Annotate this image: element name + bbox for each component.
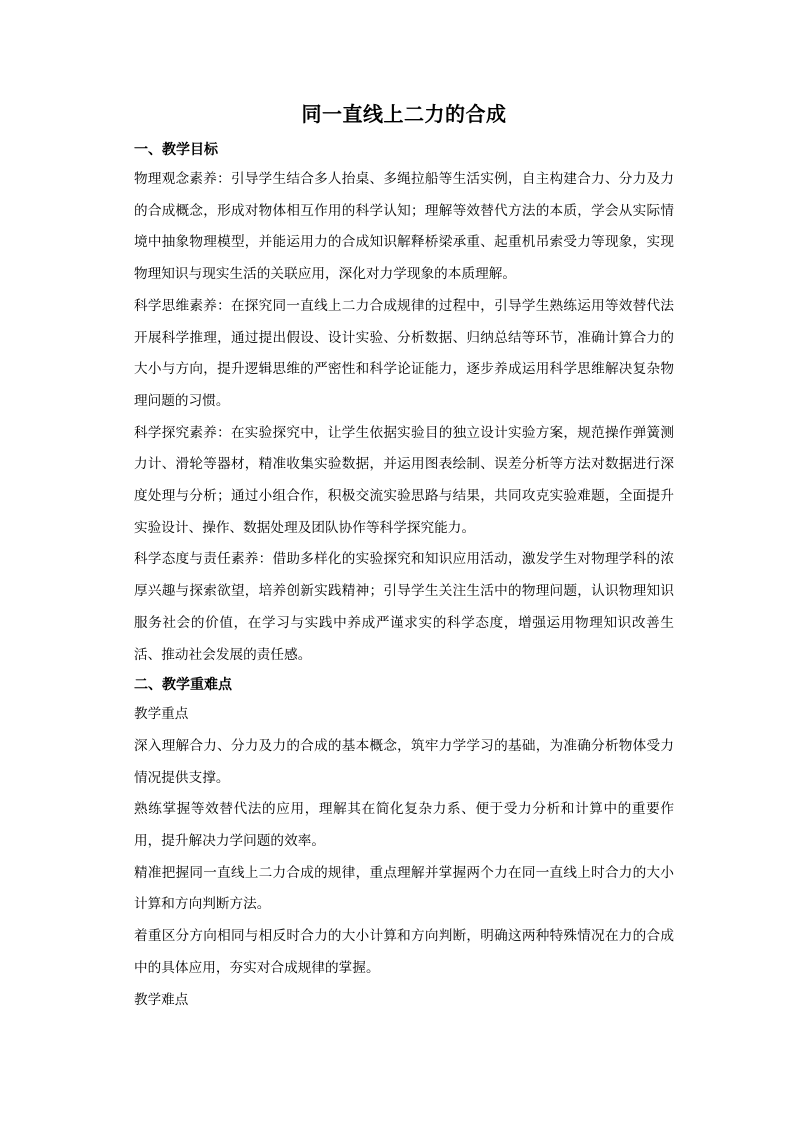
- section-teaching-goals: [134, 136, 674, 671]
- paragraph-key-point-2: 熟练掌握等效替代法的应用，理解其在简化复杂力系、便于受力分析和计算中的重要作用，提升解决力学问题的效率。: [134, 801, 674, 850]
- document-title: 同一直线上二力的合成: [301, 102, 507, 126]
- section-key-points: [134, 671, 674, 1016]
- subheading-key-points: 教学重点: [134, 706, 189, 723]
- section-heading-key-points: 二、教学重难点: [134, 677, 232, 694]
- paragraph-key-point-1: 深入理解合力、分力及力的合成的基本概念，筑牢力学学习的基础，为准确分析物体受力情况提供支撑。: [134, 737, 674, 786]
- section-heading-goals: 一、教学目标: [134, 142, 218, 158]
- paragraph-key-point-3: 精准把握同一直线上二力合成的规律，重点理解并掌握两个力在同一直线上时合力的大小计算和方向判断方法。: [134, 864, 674, 913]
- paragraph-scientific-inquiry: 科学探究素养：在实验探究中，让学生依据实验目的独立设计实验方案，规范操作弹簧测力计、滑轮等器材，精准收集实验数据，并运用图表绘制、误差分析等方法对数据进行深度处理与分析；通过小组合作，积极交流实验思路与结果，共同攻克实验难题，全面提升实验设计、操作、数据处理及团队协作等科学探究能力。: [134, 424, 674, 536]
- paragraph-key-point-4: 着重区分方向相同与相反时合力的大小计算和方向判断，明确这两种特殊情况在力的合成中的具体应用，夯实对合成规律的掌握。: [134, 928, 674, 976]
- paragraph-physics-concept: 物理观念素养：引导学生结合多人抬桌、多绳拉船等生活实例，自主构建合力、分力及力的合成概念，形成对物体相互作用的科学认知；理解等效替代方法的本质，学会从实际情境中抽象物理模型，并能运用力的合成知识解释桥梁承重、起重机吊索受力等现象，实现物理知识与现实生活的关联应用，深化对力学现象的本质理解。: [134, 171, 674, 283]
- subheading-difficulties: 教学难点: [134, 991, 189, 1008]
- paragraph-scientific-attitude: 科学态度与责任素养：借助多样化的实验探究和知识应用活动，激发学生对物理学科的浓厚兴趣与探索欲望，培养创新实践精神；引导学生关注生活中的物理问题，认识物理知识服务社会的价值，在学习与实践中养成严谨求实的科学态度，增强运用物理知识改善生活、推动社会发展的责任感。: [134, 551, 674, 663]
- paragraph-scientific-thinking: 科学思维素养：在探究同一直线上二力合成规律的过程中，引导学生熟练运用等效替代法开展科学推理，通过提出假设、设计实验、分析数据、归纳总结等环节，准确计算合力的大小与方向，提升逻辑思维的严密性和科学论证能力，逐步养成运用科学思维解决复杂物理问题的习惯。: [134, 297, 674, 409]
